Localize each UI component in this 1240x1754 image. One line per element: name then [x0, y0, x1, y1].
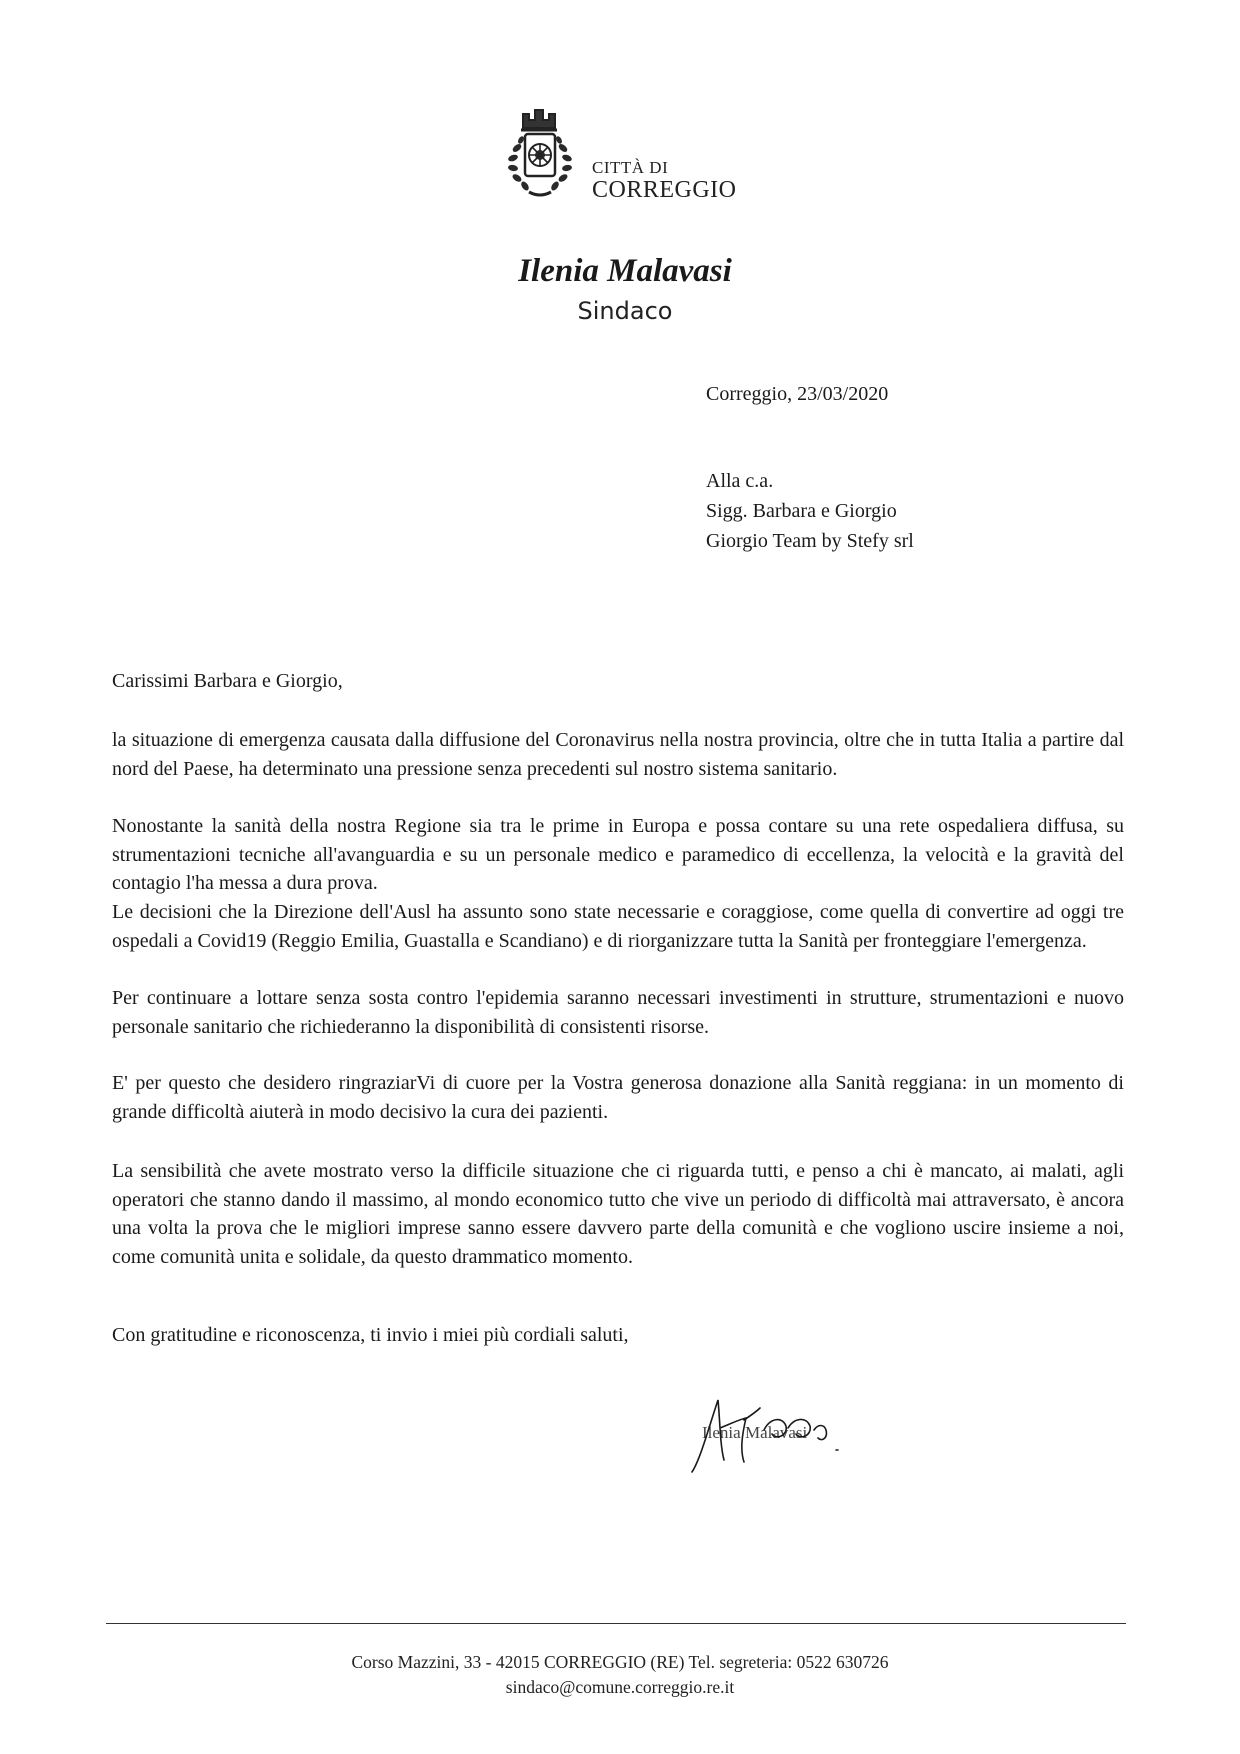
footer-divider: [106, 1623, 1126, 1624]
footer-email: sindaco@comune.correggio.re.it: [505, 1677, 735, 1697]
body-paragraph: E' per questo che desidero ringraziarVi di cuore per la Vostra generosa donazione alla Sanità reggiana: in un momento di grande difficoltà aiuterà in modo decisivo la cura dei pazienti.: [112, 1072, 1124, 1123]
recipient-line-3: Giorgio Team by Stefy srl: [706, 530, 914, 552]
body-paragraph: Le decisioni che la Direzione dell'Ausl ha assunto sono state necessarie e coraggiose, come quella di convertire ad oggi tre ospedali a Covid19 (Reggio Emilia, Guastalla e Scandiano) e di riorganizzare tutta la Sanità per fronteggiare l'emergenza.: [112, 901, 1124, 952]
mayor-name: Ilenia Malavasi: [518, 253, 732, 289]
letterhead-logo: [495, 100, 755, 220]
footer-address: Corso Mazzini, 33 - 42015 CORREGGIO (RE) Tel. segreteria: 0522 630726: [351, 1652, 889, 1672]
letterhead-city-prefix: CITTÀ DI: [592, 158, 669, 177]
closing-line: Con gratitudine e riconoscenza, ti invio i miei più cordiali saluti,: [112, 1324, 629, 1346]
body-paragraph: La sensibilità che avete mostrato verso la difficile situazione che ci riguarda tutti, e penso a chi è mancato, ai malati, agli operatori che stanno dando il massimo, al mondo economico tutto che vive un periodo di difficoltà mai attraversato, è ancora una volta la prova che le migliori imprese sanno essere davvero parte della comunità e che vogliono uscire insieme a noi, come comunità unita e solidale, da questo drammatico momento.: [112, 1160, 1124, 1268]
recipient-line-2: Sigg. Barbara e Giorgio: [706, 500, 897, 522]
body-paragraph: Nonostante la sanità della nostra Regione sia tra le prime in Europa e possa contare su una rete ospedaliera diffusa, su strumentazioni tecniche all'avanguardia e su un personale medico e paramedico di eccellenza, la velocità e la gravità del contagio l'ha messa a dura prova.: [112, 815, 1124, 894]
coat-of-arms-icon: [495, 100, 590, 220]
letter-greeting: Carissimi Barbara e Giorgio,: [112, 670, 343, 692]
recipient-line-1: Alla c.a.: [706, 470, 774, 492]
mayor-role: Sindaco: [577, 297, 673, 325]
body-paragraph: la situazione di emergenza causata dalla diffusione del Coronavirus nella nostra provincia, oltre che in tutta Italia a partire dal nord del Paese, ha determinato una pressione senza precedenti sul nostro sistema sanitario.: [112, 729, 1124, 780]
signature: [690, 1390, 890, 1480]
letterhead-city-name: CORREGGIO: [592, 177, 737, 203]
body-paragraph: Per continuare a lottare senza sosta contro l'epidemia saranno necessari investimenti in strutture, strumentazioni e nuovo personale sanitario che richiederanno la disponibilità di consistenti risorse.: [112, 987, 1124, 1038]
handwritten-signature-icon: [690, 1390, 890, 1480]
letter-date: Correggio, 23/03/2020: [706, 383, 889, 405]
svg-text:Ilenia Malavasi: Ilenia Malavasi: [702, 1423, 808, 1442]
